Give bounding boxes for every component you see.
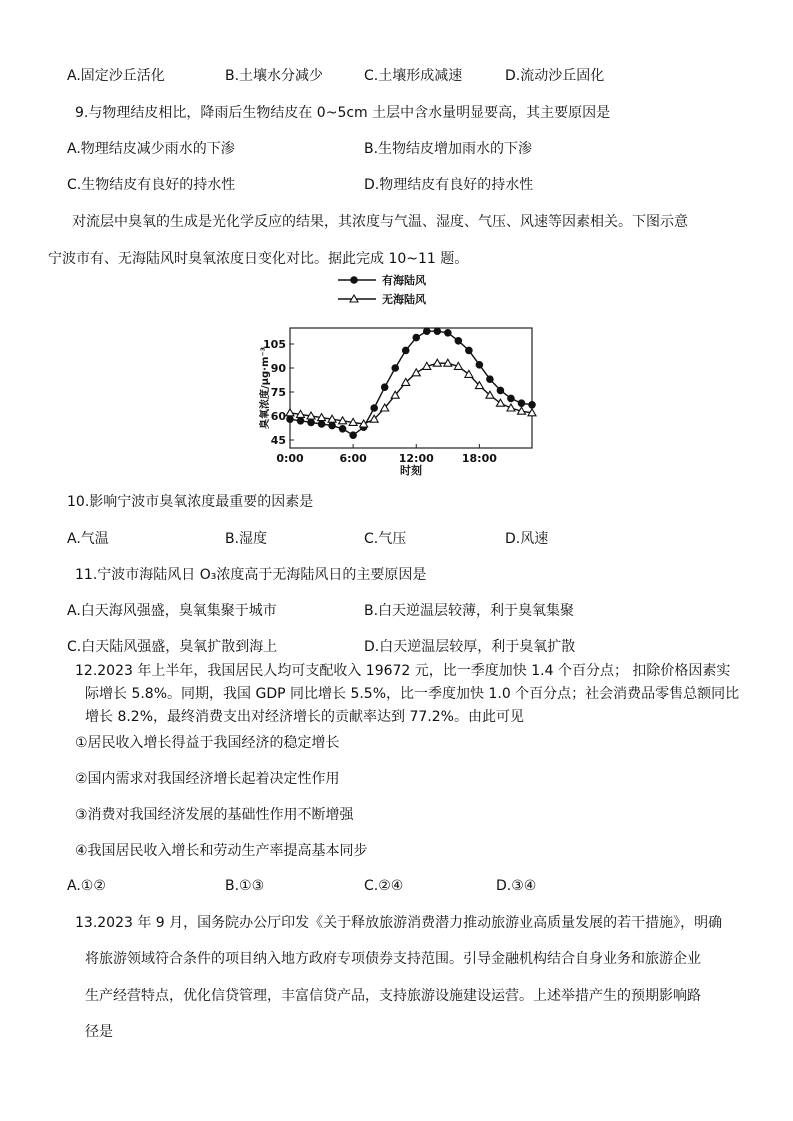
ozone-chart-svg bbox=[258, 266, 548, 480]
without-sea-breeze-point bbox=[507, 404, 515, 411]
series-lines bbox=[290, 331, 532, 435]
with-sea-breeze-point bbox=[392, 365, 399, 372]
with-sea-breeze-point bbox=[371, 405, 378, 412]
y-tick-label: 45 bbox=[270, 434, 286, 447]
series-line-without-sea-breeze bbox=[290, 363, 532, 424]
with-sea-breeze-point bbox=[445, 330, 452, 337]
without-sea-breeze-point bbox=[412, 369, 420, 376]
plot-frame bbox=[290, 328, 532, 448]
q10-stem: 10.影响宁波市臭氧浓度最重要的因素是 bbox=[67, 494, 314, 510]
q10-option-b: B.湿度 bbox=[225, 531, 268, 547]
q9-option-a: A.物理结皮减少雨水的下渗 bbox=[67, 141, 235, 157]
q8-option-c: C.土壤形成减速 bbox=[364, 68, 463, 84]
q12-option-a: A.①② bbox=[67, 878, 106, 894]
with-sea-breeze-point bbox=[455, 338, 462, 345]
q9-stem: 9.与物理结皮相比，降雨后生物结皮在 0~5cm 土层中含水量明显要高，其主要原因是 bbox=[75, 105, 611, 121]
legend-label: 无海陆风 bbox=[382, 293, 426, 306]
q12-line-3: 增长 8.2%，最终消费支出对经济增长的贡献率达到 77.2%。由此可见 bbox=[85, 709, 524, 725]
q12-option-b: B.①③ bbox=[225, 878, 265, 894]
q12-option-c: C.②④ bbox=[364, 878, 404, 894]
q11-option-b: B.白天逆温层较薄，利于臭氧集聚 bbox=[364, 603, 575, 619]
q12-option-d: D.③④ bbox=[496, 878, 537, 894]
x-axis-label: 时刻 bbox=[400, 464, 422, 477]
q12-line-1: 12.2023 年上半年，我国居民人均可支配收入 19672 元，比一季度加快 1.4 个百分点； 扣除价格因素实 bbox=[75, 663, 731, 679]
without-sea-breeze-point bbox=[286, 409, 294, 416]
series-line-with-sea-breeze bbox=[290, 331, 532, 435]
q10-option-d: D.风速 bbox=[505, 531, 549, 547]
q10-option-a: A.气温 bbox=[67, 531, 109, 547]
q11-stem: 11.宁波市海陆风日 O₃浓度高于无海陆风日的主要原因是 bbox=[75, 567, 427, 583]
with-sea-breeze-point bbox=[529, 402, 536, 409]
with-sea-breeze-point bbox=[402, 347, 409, 354]
with-sea-breeze-point bbox=[287, 416, 294, 423]
q11-option-c: C.白天陆风强盛，臭氧扩散到海上 bbox=[67, 639, 278, 655]
q8-option-b: B.土壤水分减少 bbox=[225, 68, 324, 84]
y-axis-label: 臭氧浓度/μg·m⁻³ bbox=[260, 346, 271, 430]
chart-legend bbox=[338, 273, 427, 306]
ozone-chart bbox=[258, 266, 548, 480]
x-tick-label: 6:00 bbox=[339, 452, 367, 465]
q9-option-c: C.生物结皮有良好的持水性 bbox=[67, 177, 236, 193]
q12-item-4: ④我国居民收入增长和劳动生产率提高基本同步 bbox=[75, 843, 368, 859]
y-tick-label: 75 bbox=[270, 386, 286, 399]
with-sea-breeze-point bbox=[329, 422, 336, 429]
y-tick-label: 105 bbox=[263, 338, 286, 351]
with-sea-breeze-point bbox=[497, 387, 504, 394]
with-sea-breeze-point bbox=[487, 376, 494, 383]
q11-option-a: A.白天海风强盛，臭氧集聚于城市 bbox=[67, 603, 277, 619]
with-sea-breeze-point bbox=[350, 432, 357, 439]
q13-line-3: 生产经营特点，优化信贷管理，丰富信贷产品，支持旅游设施建设运营。上述举措产生的预期影响路 bbox=[85, 988, 701, 1004]
with-sea-breeze-point bbox=[423, 328, 430, 335]
q11-option-d: D.白天逆温层较厚，利于臭氧扩散 bbox=[364, 639, 576, 655]
q12-item-1: ①居民收入增长得益于我国经济的稳定增长 bbox=[75, 735, 340, 751]
with-sea-breeze-point bbox=[308, 419, 315, 426]
with-sea-breeze-point bbox=[381, 384, 388, 391]
with-sea-breeze-point bbox=[518, 400, 525, 407]
with-sea-breeze-point bbox=[466, 347, 473, 354]
q12-line-2: 际增长 5.8%。同期，我国 GDP 同比增长 5.5%，比一季度加快 1.0 个百分点；社会消费品零售总额同比 bbox=[85, 686, 740, 702]
with-sea-breeze-point bbox=[318, 421, 325, 428]
q13-line-1: 13.2023 年 9 月，国务院办公厅印发《关于释放旅游消费潜力推动旅游业高质量发展的若干措施》，明确 bbox=[75, 915, 723, 931]
x-tick-label: 18:00 bbox=[461, 452, 497, 465]
x-tick-label: 12:00 bbox=[398, 452, 434, 465]
q9-option-d: D.物理结皮有良好的持水性 bbox=[364, 177, 534, 193]
y-tick-label: 90 bbox=[270, 362, 286, 375]
q12-item-2: ②国内需求对我国经济增长起着决定性作用 bbox=[75, 771, 340, 787]
with-sea-breeze-point bbox=[297, 418, 304, 425]
q8-option-a: A.固定沙丘活化 bbox=[67, 68, 165, 84]
legend-marker bbox=[351, 277, 358, 284]
legend-label: 有海陆风 bbox=[382, 274, 426, 287]
with-sea-breeze-point bbox=[508, 395, 515, 402]
with-sea-breeze-point bbox=[476, 362, 483, 369]
with-sea-breeze-point bbox=[434, 328, 441, 335]
y-tick-label: 60 bbox=[270, 410, 286, 423]
q9-option-b: B.生物结皮增加雨水的下渗 bbox=[364, 141, 533, 157]
q13-line-4: 径是 bbox=[85, 1024, 113, 1040]
q8-option-d: D.流动沙丘固化 bbox=[505, 68, 605, 84]
passage-line-2: 宁波市有、无海陆风时臭氧浓度日变化对比。据此完成 10~11 题。 bbox=[48, 251, 469, 267]
q13-line-2: 将旅游领域符合条件的项目纳入地方政府专项债券支持范围。引导金融机构结合自身业务和旅游企业 bbox=[85, 951, 701, 967]
with-sea-breeze-point bbox=[339, 426, 346, 433]
q12-item-3: ③消费对我国经济发展的基础性作用不断增强 bbox=[75, 807, 354, 823]
passage-line-1: 对流层中臭氧的生成是光化学反应的结果，其浓度与气温、湿度、气压、风速等因素相关。下图示意 bbox=[72, 214, 688, 230]
q10-option-c: C.气压 bbox=[364, 531, 407, 547]
x-tick-label: 0:00 bbox=[276, 452, 304, 465]
x-axis-ticks bbox=[276, 444, 497, 465]
with-sea-breeze-point bbox=[413, 334, 420, 341]
